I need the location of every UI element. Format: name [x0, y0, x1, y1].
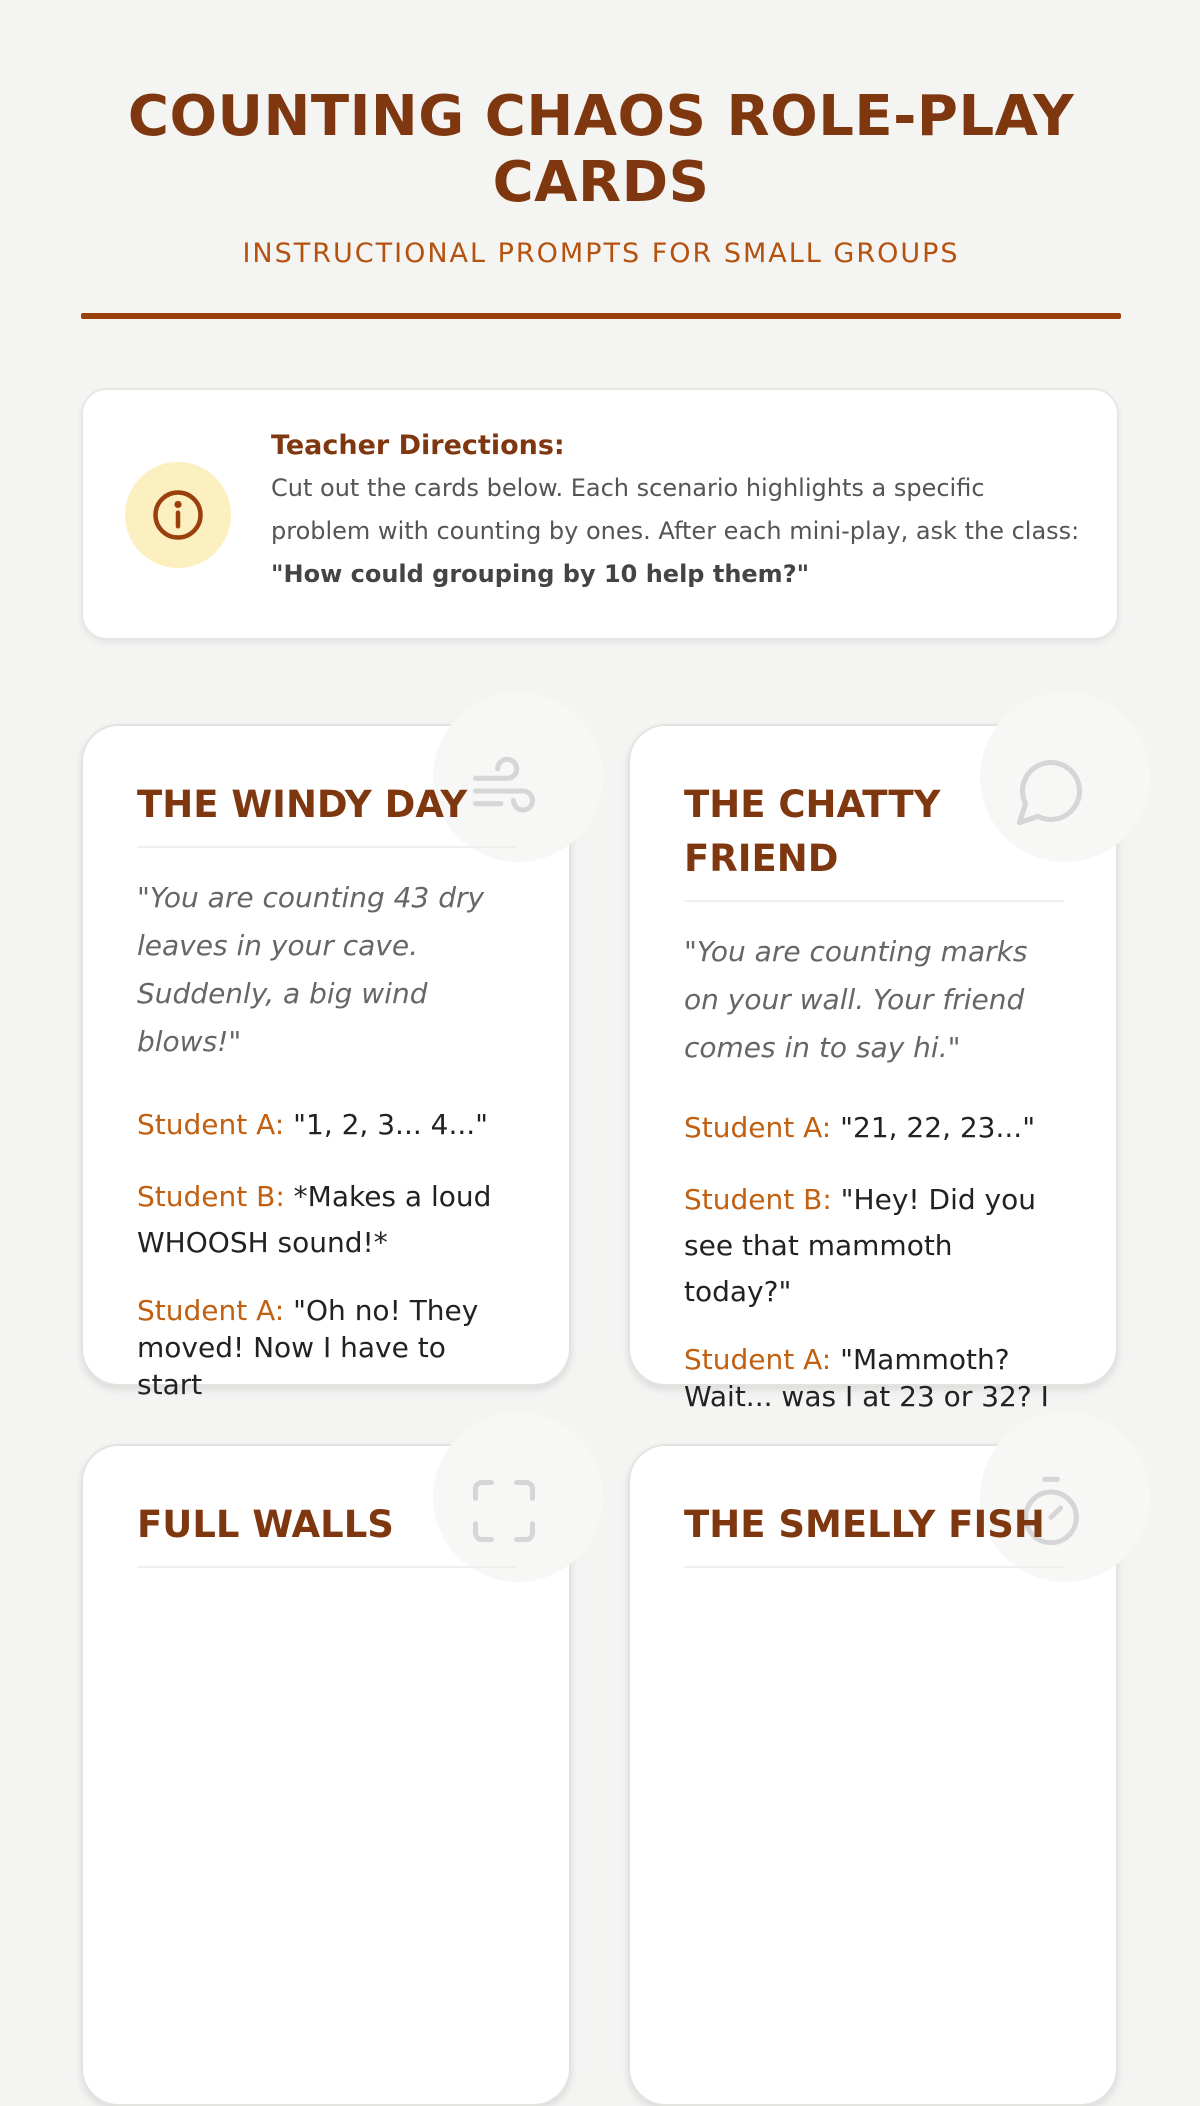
directions-heading: Teacher Directions:	[271, 430, 565, 461]
page-subtitle: INSTRUCTIONAL PROMPTS FOR SMALL GROUPS	[242, 238, 960, 269]
directions-body	[271, 467, 1081, 596]
directions-body-text: Cut out the cards below. Each scenario highlights a specific problem with counting by ones. After each mini-play, ask the class:	[271, 474, 1080, 545]
speaker-label: Student A:	[137, 1108, 285, 1141]
card-title: THE WINDY DAY	[137, 783, 468, 826]
card-title: FULL WALLS	[137, 1503, 394, 1546]
card-dialogue	[137, 1102, 519, 1429]
role-play-card	[628, 1444, 1118, 2106]
card-divider	[137, 1566, 517, 1568]
stopwatch-icon	[980, 1412, 1150, 1582]
header	[81, 0, 1121, 319]
role-play-card	[81, 724, 571, 1401]
card-title: THE SMELLY FISH	[684, 1503, 1045, 1546]
card-title: THE CHATTY FRIEND	[684, 783, 941, 880]
directions-question: "How could grouping by 10 help them?"	[271, 560, 810, 588]
page	[81, 0, 1121, 1546]
role-play-card	[81, 1444, 571, 2106]
dialogue-line	[684, 1177, 1066, 1315]
wind-icon	[433, 692, 603, 862]
dialogue-line	[137, 1102, 519, 1148]
role-play-card	[628, 724, 1118, 1413]
speaker-label: Student A:	[684, 1343, 832, 1376]
dialogue-text: "Mammoth? Wait... was I at 23 or 32? I	[684, 1343, 1049, 1413]
card-divider	[684, 1566, 1064, 1568]
card-divider	[684, 900, 1064, 902]
dialogue-line	[137, 1174, 519, 1266]
teacher-directions-box	[81, 388, 1119, 640]
page-title: COUNTING CHAOS ROLE-PLAY CARDS	[127, 84, 1075, 215]
dialogue-text: *Makes a loud WHOOSH sound!*	[137, 1180, 492, 1259]
card-scenario: "You are counting 43 dry leaves in your cave. Suddenly, a big wind blows!"	[137, 881, 485, 1058]
dialogue-line	[684, 1341, 1066, 1415]
expand-corners-icon	[433, 1412, 603, 1582]
speaker-label: Student A:	[684, 1111, 832, 1144]
card-scenario: "You are counting marks on your wall. Your friend comes in to say hi."	[684, 935, 1028, 1064]
dialogue-line	[684, 1105, 1066, 1151]
info-icon	[125, 462, 231, 568]
header-divider	[81, 313, 1121, 319]
dialogue-text: "21, 22, 23..."	[840, 1111, 1036, 1144]
dialogue-text: "Hey! Did you see that mammoth today?"	[684, 1183, 1036, 1308]
speaker-label: Student A:	[137, 1294, 285, 1327]
card-divider	[137, 846, 517, 848]
card-dialogue	[684, 1105, 1066, 1441]
dialogue-text: "Oh no! They moved! Now I have to start	[137, 1294, 479, 1401]
speaker-label: Student B:	[137, 1180, 285, 1213]
dialogue-text: "1, 2, 3... 4..."	[293, 1108, 489, 1141]
speaker-label: Student B:	[684, 1183, 832, 1216]
directions-text	[271, 430, 1081, 596]
dialogue-line	[137, 1292, 519, 1403]
